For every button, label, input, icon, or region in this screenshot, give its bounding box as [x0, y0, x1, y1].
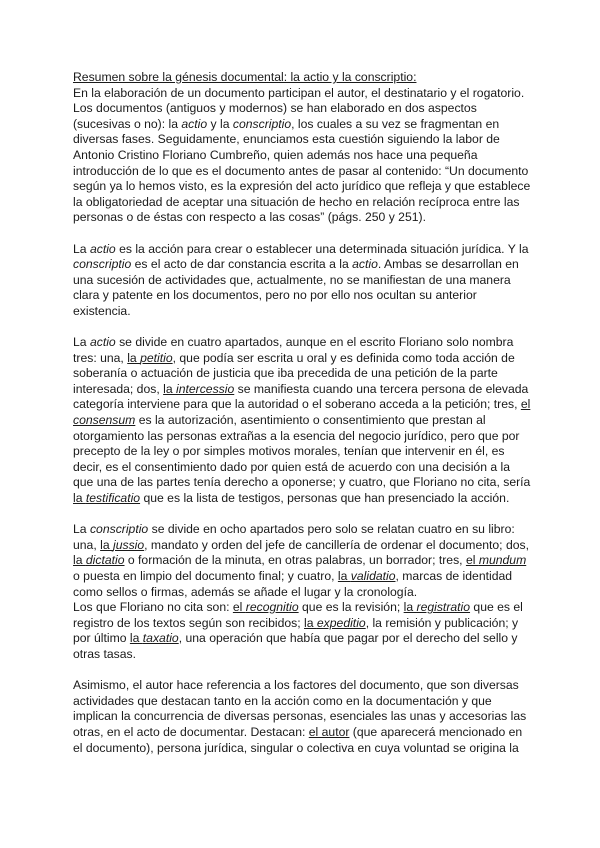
paragraph-gap — [73, 226, 535, 242]
text-run: recognitio — [245, 600, 299, 615]
term-intercessio — [163, 382, 234, 396]
text-line — [73, 117, 535, 133]
text-line — [73, 631, 535, 647]
text-line: el documento), persona jurídica, singular o colectiva en cuya voluntad se origina la — [73, 740, 519, 755]
text-run: , que podía ser escrita u oral y es definida como toda acción de — [172, 350, 515, 365]
text-line: decir, es el consentimiento dado por quien está de acuerdo con una decisión a la — [73, 459, 511, 474]
term-testificatio — [73, 491, 140, 505]
text-line: según ya lo hemos visto, es la expresión del acto jurídico que refleja y que establece — [73, 179, 531, 194]
term-validatio — [338, 569, 396, 583]
text-run: o puesta en limpio del documento final; y cuatro, — [73, 569, 338, 583]
term-jussio — [100, 538, 144, 552]
term-actio: actio — [89, 241, 116, 256]
text-run: es la autorización, asentimiento o consentimiento que prestan al — [135, 413, 486, 428]
text-run: la — [163, 381, 176, 396]
text-run: intercessio — [175, 381, 235, 396]
text-run: (sucesivas o no): la — [73, 116, 182, 131]
text-line — [73, 538, 535, 554]
text-line: soberanía o actuación de justicia que iba precedida de una petición de la parte — [73, 366, 498, 381]
text-run: , los cuales a su vez se fragmentan en — [291, 116, 500, 131]
text-line — [73, 397, 535, 413]
text-run: categoría interviene para que la autoridad o el soberano acceda a la petición; tres, — [73, 397, 521, 412]
text-run: el — [520, 397, 531, 412]
text-run: , mandato y orden del jefe de cancillería de ordenar el documento; dos, — [144, 537, 529, 552]
text-line — [73, 600, 535, 616]
text-line — [73, 413, 535, 429]
text-run: La — [73, 241, 90, 256]
text-run: tres: una, — [73, 350, 128, 365]
term-expeditio — [304, 616, 366, 630]
text-run: La — [73, 522, 90, 537]
paragraph-gap — [73, 507, 535, 523]
text-run: (que aparecerá mencionado en — [349, 724, 523, 739]
text-run: la — [73, 553, 86, 568]
text-line: En la elaboración de un documento participan el autor, el destinatario y el rogatorio. — [73, 85, 525, 100]
text-run: es la acción para crear o establecer una determinada situación jurídica. Y la — [115, 241, 529, 256]
text-run: se divide en ocho apartados pero solo se relatan cuatro en su libro: — [148, 522, 515, 537]
text-line: la obligatoriedad de aceptar una situación de hecho en relación recíproca entre las — [73, 194, 520, 209]
term-autor: el autor — [308, 724, 350, 739]
text-run: la — [129, 631, 143, 646]
term-actio: actio — [352, 257, 378, 272]
text-line — [73, 382, 535, 398]
text-run: otras, en el acto de documentar. Destacan: — [73, 724, 309, 739]
text-line: personas o de éstas con respecto a las cosas” (págs. 250 y 251). — [73, 210, 426, 225]
term-mundum — [466, 553, 526, 567]
text-line — [73, 242, 535, 258]
paragraph-intro — [73, 86, 535, 226]
text-run: se divide en cuatro apartados, aunque en el escrito Floriano solo nombra — [115, 335, 514, 350]
text-line: introducción de lo que es el documento antes de pasar al contenido: “Un documento — [73, 163, 529, 178]
term-registratio — [404, 600, 470, 614]
text-line — [73, 569, 535, 585]
text-run: dictatio — [85, 553, 125, 568]
text-run: que es el — [470, 600, 523, 615]
text-run: Los que Floriano no cita son: — [73, 600, 233, 615]
text-line: que una de las partes tenía derecho a oponerse; y cuatro, que Floriano no cita, sería — [73, 475, 531, 490]
paragraph-gap — [73, 663, 535, 679]
term-dictatio — [73, 553, 125, 567]
paragraph-conscriptio-parts — [73, 522, 535, 662]
text-run: interesada; dos, — [73, 381, 164, 396]
text-run: se manifiesta cuando una tercera persona de elevada — [234, 381, 529, 396]
text-line — [73, 335, 535, 351]
text-run: la — [337, 569, 351, 583]
text-line — [73, 351, 535, 367]
text-run: el — [232, 600, 246, 615]
text-run: la — [304, 615, 317, 630]
text-run: La — [73, 335, 90, 350]
text-run: que es la lista de testigos, personas que han presenciado la acción. — [140, 491, 510, 506]
term-taxatio — [130, 631, 179, 645]
text-run: expeditio — [316, 615, 366, 630]
term-conscriptio: conscriptio — [89, 522, 149, 537]
paragraph-factores — [73, 678, 535, 756]
text-line: diversas fases. Seguidamente, enunciamos esta cuestión siguiendo la labor de — [73, 132, 500, 147]
text-run: mundum — [478, 553, 527, 568]
text-line — [73, 725, 535, 741]
text-run: la — [403, 600, 417, 615]
term-conscriptio: conscriptio — [232, 116, 292, 131]
paragraph-gap — [73, 320, 535, 336]
term-recognitio — [233, 600, 299, 614]
term-conscriptio: conscriptio — [73, 257, 132, 272]
term-actio: actio — [89, 335, 116, 350]
text-run: y la — [207, 116, 233, 131]
text-line: Los documentos (antiguos y modernos) se han elaborado en dos aspectos — [73, 101, 477, 116]
text-run: testificatio — [85, 491, 141, 506]
text-run: registro de los textos según son recibidos; — [73, 615, 305, 630]
text-line: actividades que destacan tanto en la acción como en la documentación y que — [73, 693, 492, 708]
text-run: la — [100, 537, 113, 552]
term-petitio — [127, 351, 172, 365]
text-run: el — [465, 553, 479, 568]
term-consensum: consensum — [73, 413, 136, 428]
text-run: jussio — [112, 537, 145, 552]
text-run: petitio — [140, 350, 173, 365]
text-line: Asimismo, el autor hace referencia a los factores del documento, que son diversas — [73, 678, 519, 693]
document-page — [73, 70, 535, 756]
text-run: una, — [73, 537, 101, 552]
text-line: otorgamiento las personas extrañas a la esencia del negocio jurídico, pero que por — [73, 428, 520, 443]
text-line — [73, 522, 535, 538]
text-run: es el acto de dar constancia escrita a la — [131, 257, 353, 272]
text-line — [73, 491, 535, 507]
text-run: . Ambas se desarrollan en — [377, 257, 519, 272]
text-line: otras tasas. — [73, 646, 136, 661]
text-run: registratio — [416, 600, 471, 615]
text-run: o formación de la minuta, en otras palabras, un borrador; tres, — [124, 553, 466, 568]
text-line: precepto de la ley o por simples motivos morales, tenían que intervenir en él, es — [73, 444, 505, 459]
text-run: la — [73, 491, 86, 506]
document-title: Resumen sobre la génesis documental: la actio y la conscriptio: — [73, 70, 417, 84]
text-run: taxatio — [142, 631, 179, 646]
text-line — [73, 257, 535, 273]
paragraph-actio-parts — [73, 335, 535, 507]
text-run: que es la revisión; — [298, 600, 404, 615]
text-run: validatio — [350, 569, 396, 583]
text-line: una sucesión de actividades que, actualmente, no se manifiestan de una manera — [73, 272, 511, 287]
text-run: , una operación que había que pagar por el derecho del sello y — [178, 631, 518, 646]
text-line: como sellos o firmas, además se añade el lugar y la cronología. — [73, 584, 418, 599]
text-line — [73, 553, 535, 569]
text-line — [73, 616, 535, 632]
text-run: por último — [73, 631, 130, 646]
paragraph-actio-definition — [73, 242, 535, 320]
text-line: implican la concurrencia de diversas personas, esenciales las unas y accesorias las — [73, 709, 527, 724]
text-run: , marcas de identidad — [395, 569, 513, 583]
text-line: existencia. — [73, 303, 131, 318]
term-actio: actio — [181, 116, 208, 131]
text-line: Antonio Cristino Floriano Cumbreño, quien además nos hace una pequeña — [73, 147, 478, 162]
text-line: clara y patente en los documentos, pero no por ello nos ocultan su anterior — [73, 288, 477, 303]
text-run: la — [127, 350, 141, 365]
text-run: , la remisión y publicación; y — [365, 615, 519, 630]
